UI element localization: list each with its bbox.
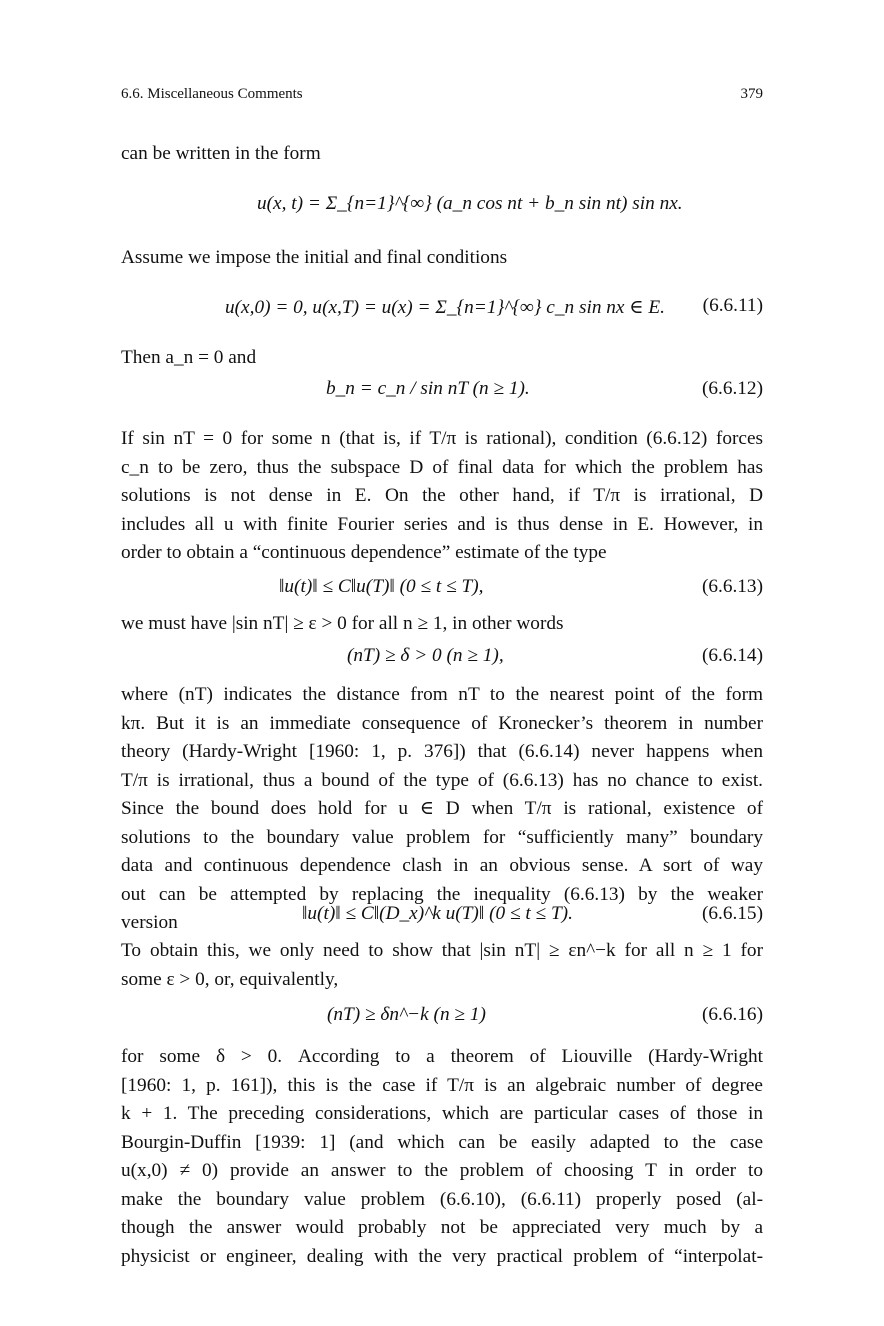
text-line: includes all u with finite Fourier series and is thus dense in E. However, in: [121, 513, 763, 535]
equation-number: (6.6.13): [701, 576, 763, 597]
text-line: To obtain this, we only need to show that |sin nT| ≥ εn^−k for all n ≥ 1 for: [121, 940, 763, 961]
text-line: Since the bound does hold for u ∈ D when T/π is rational, existence of: [121, 798, 763, 819]
then-line: [121, 344, 763, 373]
page-header: [121, 86, 763, 106]
text-line: solutions to the boundary value problem for “sufficiently many” boundary: [121, 826, 763, 848]
text-line: c_n to be zero, thus the subspace D of final data for which the problem has: [121, 456, 763, 478]
text-line: some ε > 0, or, equivalently,: [121, 968, 339, 990]
text-line: out can be attempted by replacing the inequality (6.6.13) by the weaker: [121, 883, 763, 905]
equation-expression: ‖u(t)‖ ≤ C‖(D_x)^k u(T)‖ (0 ≤ t ≤ T).: [302, 903, 573, 924]
text-line: Then a_n = 0 and: [121, 347, 257, 368]
text-line: we must have |sin nT| ≥ ε > 0 for all n ≥ 1, in other words: [121, 613, 564, 634]
text-line: u(x,0) ≠ 0) provide an answer to the problem of choosing T in order to: [121, 1160, 763, 1181]
text-line: version: [121, 912, 178, 933]
equation-expression: b_n = c_n / sin nT (n ≥ 1).: [326, 378, 530, 399]
assume-line: [121, 244, 763, 273]
page-number: 379: [740, 86, 763, 102]
paragraph-2: [121, 610, 763, 639]
intro-line: [121, 140, 763, 169]
text-line: If sin nT = 0 for some n (that is, if T/π is rational), condition (6.6.12) forces: [121, 428, 763, 449]
text-line: can be written in the form: [121, 143, 321, 164]
equation-expression: u(x, t) = Σ_{n=1}^{∞} (a_n cos nt + b_n sin nt) sin nx.: [257, 193, 683, 214]
text-line: for some δ > 0. According to a theorem of Liouville (Hardy-Wright: [121, 1046, 763, 1067]
text-line: where (nT) indicates the distance from nT to the nearest point of the form: [121, 684, 763, 705]
paragraph-3: [121, 681, 763, 938]
paragraph-5: [121, 1043, 763, 1271]
running-head: 6.6. Miscellaneous Comments: [121, 86, 303, 102]
equation-number: (6.6.14): [701, 645, 763, 666]
equation-number: (6.6.16): [701, 1004, 763, 1025]
text-line: theory (Hardy-Wright [1960: 1, p. 376]) that (6.6.14) never happens when: [121, 741, 763, 762]
text-line: data and continuous dependence clash in an obvious sense. A sort of way: [121, 855, 763, 876]
text-line: k + 1. The preceding considerations, which are particular cases of those in: [121, 1103, 763, 1124]
text-line: T/π is irrational, thus a bound of the type of (6.6.13) has no chance to exist.: [121, 769, 763, 791]
text-line: though the answer would probably not be appreciated very much by a: [121, 1217, 763, 1238]
equation-expression: (nT) ≥ δn^−k (n ≥ 1): [327, 1004, 486, 1025]
equation-number: (6.6.11): [702, 295, 763, 316]
equation-expression: (nT) ≥ δ > 0 (n ≥ 1),: [347, 645, 504, 666]
equation-expression: ‖u(t)‖ ≤ C‖u(T)‖ (0 ≤ t ≤ T),: [279, 576, 484, 597]
text-line: [1960: 1, p. 161]), this is the case if T/π is an algebraic number of degree: [121, 1074, 763, 1096]
text-line: Bourgin-Duffin [1939: 1] (and which can be easily adapted to the case: [121, 1131, 763, 1153]
text-line: kπ. But it is an immediate consequence of Kronecker’s theorem in number: [121, 712, 763, 734]
text-line: Assume we impose the initial and final conditions: [121, 247, 508, 268]
text-line: order to obtain a “continuous dependence” estimate of the type: [121, 542, 607, 563]
text-line: make the boundary value problem (6.6.10), (6.6.11) properly posed (al-: [121, 1188, 763, 1210]
text-line: solutions is not dense in E. On the other hand, if T/π is irrational, D: [121, 485, 763, 506]
paragraph-4: [121, 937, 763, 994]
equation-number: (6.6.15): [701, 903, 763, 924]
equation-number: (6.6.12): [701, 378, 763, 399]
equation-expression: u(x,0) = 0, u(x,T) = u(x) = Σ_{n=1}^{∞} c_n sin nx ∈ E.: [225, 297, 665, 318]
paragraph-1: [121, 425, 763, 568]
text-line: physicist or engineer, dealing with the very practical problem of “interpolat-: [121, 1245, 763, 1267]
